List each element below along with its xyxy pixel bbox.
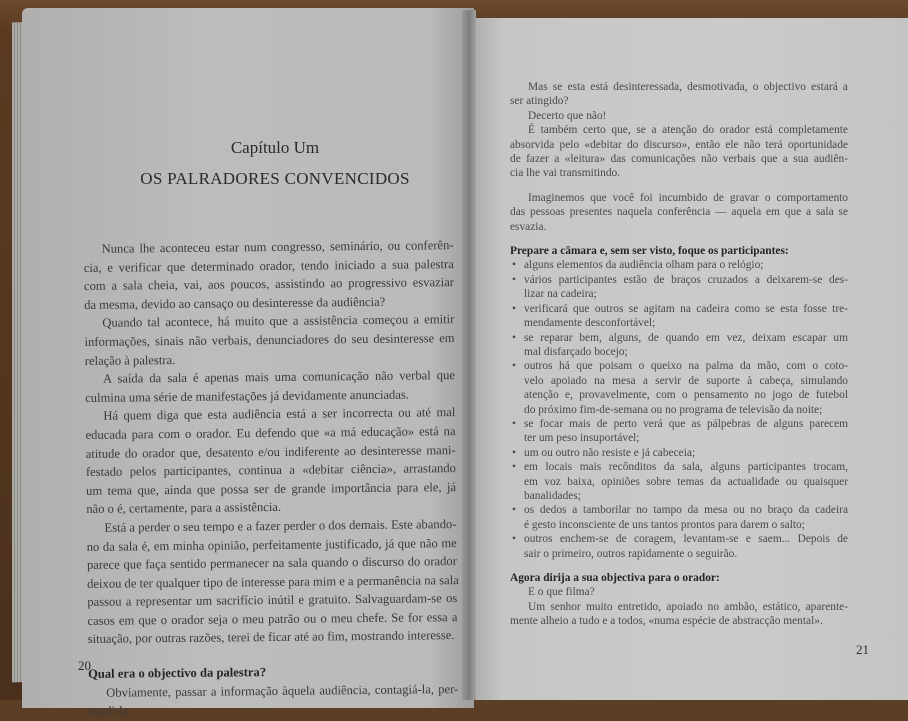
text-line: Há quem diga que esta audiência está a ser incorrecta ou até mal bbox=[103, 405, 456, 424]
bullet-icon: • bbox=[512, 331, 516, 344]
bullet-item bbox=[510, 359, 848, 417]
text-line: mente alheio a tudo e a todos, «numa espécie de abstracção mental». bbox=[510, 615, 823, 628]
paragraph bbox=[86, 515, 457, 649]
text-line: de fazer a «leitura» das comunicações não verbais que a sua audiên- bbox=[510, 153, 848, 166]
paragraph bbox=[83, 236, 454, 314]
paragraph bbox=[510, 191, 848, 234]
bullet-icon: • bbox=[512, 533, 516, 546]
paragraph bbox=[84, 310, 455, 370]
right-page-body bbox=[510, 80, 848, 629]
text-line: esvazia. bbox=[510, 220, 547, 233]
text-line: atitude do orador que, desatento e/ou indiferente ao desinteresse mani- bbox=[85, 442, 456, 461]
text-line: os dedos a tamborilar no tampo da mesa ou no braço da cadeira bbox=[524, 504, 848, 517]
text-line: culmina uma série de manifestações já devidamente anunciadas. bbox=[85, 387, 410, 405]
text-line: Obviamente, passar a informação àquela audiência, contagiá-la, per- bbox=[106, 681, 459, 700]
bullet-item bbox=[510, 532, 848, 561]
section-heading bbox=[510, 244, 848, 258]
bullet-icon: • bbox=[512, 461, 516, 474]
spacer bbox=[510, 561, 848, 571]
text-line: situação, por outras razões, terei de ficar até ao fim, mostrando interesse. bbox=[87, 628, 455, 647]
text-line: casos em que o orador seja o meu patrão ou o meu chefe. Se for essa a bbox=[87, 609, 458, 628]
paragraph bbox=[510, 80, 848, 109]
text-line: Imaginemos que você foi incumbido de gravar o comportamento bbox=[528, 191, 848, 204]
text-line: Mas se esta está desinteressada, desmotivada, o objectivo estará a bbox=[528, 81, 848, 93]
paragraph bbox=[510, 123, 848, 181]
text-line: Prepare a câmara e, sem ser visto, foque os participantes: bbox=[510, 245, 789, 258]
bullet-icon: • bbox=[512, 273, 516, 286]
text-line: E o que filma? bbox=[528, 586, 595, 599]
text-line: suadi-la. bbox=[88, 703, 132, 719]
paragraph bbox=[510, 600, 848, 629]
text-line: Um senhor muito entretido, apoiado no ambão, estático, aparente- bbox=[528, 600, 848, 613]
text-line: ser atingido? bbox=[510, 95, 569, 108]
text-line: cia lhe vai transmitindo. bbox=[510, 167, 621, 180]
page-number-right: 21 bbox=[856, 642, 869, 657]
bullet-item bbox=[510, 417, 848, 446]
text-line: sair o primeiro, outros rapidamente o seguirão. bbox=[524, 547, 738, 560]
bullet-item bbox=[510, 446, 848, 460]
bullet-icon: • bbox=[512, 302, 516, 315]
text-line: um ou outro não resiste e já cabeceia; bbox=[524, 446, 696, 459]
text-line: banalidades; bbox=[524, 489, 581, 502]
text-line: se reparar bem, alguns, de quando em vez, deixam escapar um bbox=[524, 331, 848, 344]
text-line: não o é, certamente, para a assistência. bbox=[86, 500, 282, 517]
text-line: mendamente desconfortável; bbox=[524, 317, 656, 330]
text-line: velo apoiado na mesa a servir de suporte à cabeça, simulando bbox=[524, 374, 848, 387]
text-line: educada para com o orador. Eu defendo que «a má educação» está na bbox=[85, 424, 456, 442]
text-line: relação à palestra. bbox=[84, 352, 176, 368]
text-line: Agora dirija a sua objectiva para o orador: bbox=[510, 572, 720, 584]
chapter-label: Capítulo Um bbox=[230, 138, 320, 157]
text-line: É também certo que, se a atenção do orador está completamente bbox=[528, 124, 848, 137]
text-line: festado pelos participantes, continua a «debitar ciência», arrastando bbox=[85, 461, 456, 480]
text-line: Qual era o objectivo da palestra? bbox=[87, 665, 267, 681]
text-line: atenção e, provavelmente, com o pensamento no jogo de futebol bbox=[524, 389, 848, 402]
text-line: ter um peso insuportável; bbox=[524, 432, 640, 445]
bullet-item bbox=[510, 331, 848, 360]
text-line: outros há que poisam o queixo na palma da mão, com o coto- bbox=[524, 360, 848, 373]
text-line: das pessoas presentes naquela conferência — aquela em que a sala se bbox=[510, 206, 848, 219]
text-line: com a sala cheia, vai, aos poucos, assistindo ao progressivo esvaziar bbox=[83, 275, 455, 294]
page-number-left: 20 bbox=[78, 658, 91, 673]
text-line: é gesto inconsciente de uns tantos prontos para darem o salto; bbox=[524, 518, 805, 531]
text-line: do próximo fim-de-semana ou no programa de televisão da noite; bbox=[524, 403, 823, 416]
bullet-item bbox=[510, 273, 848, 302]
text-line: Decerto que não! bbox=[528, 109, 607, 122]
text-line: no da sala é, em minha opinião, perfeitamente justificado, já que não me bbox=[86, 535, 457, 554]
text-line: Está a perder o seu tempo e a fazer perder o dos demais. Este abando- bbox=[104, 516, 457, 535]
text-line: da mesma, devido ao cansaço ou desinteresse da audiência? bbox=[84, 294, 386, 312]
text-line: deixou de ter qualquer tipo de interesse para mim e a permanência na sala bbox=[87, 572, 459, 591]
text-line: cia, e verificar que determinado orador, tendo iniciado a sua palestra bbox=[83, 256, 454, 275]
text-line: um tema que, ainda que possa ser de grande importância para ele, já bbox=[86, 479, 457, 498]
text-line: absorvida pelo «debitar do discurso», então ele não terá oportunidade bbox=[510, 138, 848, 151]
chapter-title: OS PALRADORES CONVENCIDOS bbox=[140, 169, 410, 188]
paragraph bbox=[85, 366, 455, 407]
bullet-icon: • bbox=[512, 360, 516, 373]
paragraph bbox=[85, 403, 456, 518]
text-line: em locais mais recônditos da sala, alguns participantes trocam, bbox=[524, 461, 848, 474]
bullet-item bbox=[510, 460, 848, 503]
text-line: Quando tal acontece, há muito que a assistência começou a emitir bbox=[102, 312, 455, 331]
bullet-item bbox=[510, 258, 848, 272]
text-line: parece que faça sentido permanecer na sala quando o discurso do orador bbox=[86, 554, 457, 573]
bullet-icon: • bbox=[512, 259, 516, 272]
text-line: alguns elementos da audiência olham para o relógio; bbox=[524, 259, 764, 272]
text-line: outros enchem-se de coragem, levantam-se e saem... Depois de bbox=[524, 533, 848, 546]
bullet-icon: • bbox=[512, 446, 516, 459]
text-line: mal disfarçado bocejo; bbox=[524, 345, 628, 358]
text-line: A saída da sala é apenas mais uma comunicação não verbal que bbox=[102, 368, 456, 386]
book-spine bbox=[462, 10, 476, 700]
text-line: lizar na cadeira; bbox=[524, 288, 597, 301]
paragraph bbox=[510, 585, 848, 599]
bullet-item bbox=[510, 503, 848, 532]
spacer bbox=[510, 181, 848, 191]
text-line: se focar mais de perto verá que as pálpebras de alguns parecem bbox=[524, 417, 848, 430]
bullet-item bbox=[510, 302, 848, 331]
section-heading bbox=[510, 571, 848, 585]
text-line: informações, sinais não verbais, denunciadores do seu desinteresse em bbox=[84, 331, 455, 349]
text-line: Nunca lhe aconteceu estar num congresso, seminário, ou conferên- bbox=[101, 238, 454, 256]
text-line: vários participantes estão de braços cruzados a deixarem-se des- bbox=[524, 273, 848, 286]
bullet-icon: • bbox=[512, 504, 516, 517]
text-line: verificará que outros se agitam na cadeira como se esta fosse tre- bbox=[524, 302, 848, 315]
text-line: passou a representar um sacrifício inútil e gratuito. Salvaguardam-se os bbox=[87, 591, 458, 610]
paragraph bbox=[510, 109, 848, 123]
spacer bbox=[510, 234, 848, 244]
bullet-icon: • bbox=[512, 417, 516, 430]
left-page-body bbox=[83, 236, 458, 721]
text-line: em voz baixa, opiniões sobre temas da actualidade ou quaisquer bbox=[524, 475, 848, 488]
paragraph bbox=[88, 680, 458, 721]
